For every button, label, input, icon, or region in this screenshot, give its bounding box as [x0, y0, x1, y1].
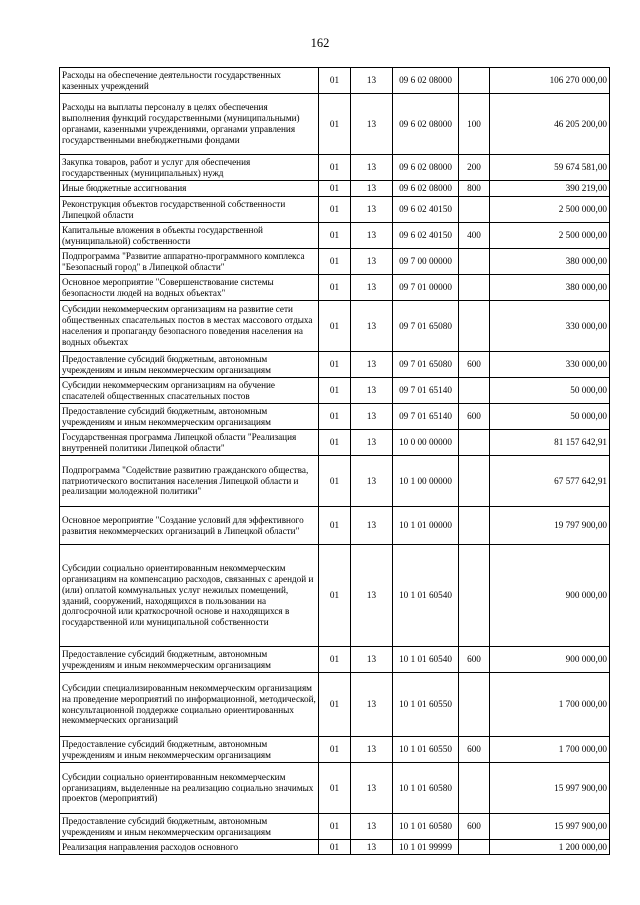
section-cell: 01: [319, 404, 351, 430]
expense-type-cell: 400: [459, 223, 490, 249]
table-row: [60, 430, 610, 456]
table-row: [60, 814, 610, 840]
table-row: [60, 301, 610, 352]
table-row: [60, 763, 610, 814]
subsection-cell: 13: [351, 181, 393, 197]
expense-type-cell: [459, 68, 490, 94]
section-cell: 01: [319, 275, 351, 301]
expense-name-cell: Расходы на выплаты персоналу в целях обеспечения выполнения функций государственными (муниципальными) органами, казенными учреждениями, органами управления государственными внебюджетными фондами: [60, 94, 319, 155]
amount-cell: 2 500 000,00: [490, 223, 610, 249]
subsection-cell: 13: [351, 249, 393, 275]
target-article-cell: 10 1 01 60550: [393, 673, 459, 737]
expense-type-cell: [459, 275, 490, 301]
section-cell: 01: [319, 814, 351, 840]
amount-cell: 330 000,00: [490, 352, 610, 378]
target-article-cell: 09 7 01 00000: [393, 275, 459, 301]
target-article-cell: 09 7 01 65140: [393, 378, 459, 404]
section-cell: 01: [319, 763, 351, 814]
expense-name-cell: Подпрограмма "Содействие развитию гражданского общества, патриотического воспитания населения Липецкой области и реализации молодежной политики": [60, 456, 319, 507]
section-cell: 01: [319, 155, 351, 181]
amount-cell: 2 500 000,00: [490, 197, 610, 223]
table-row: [60, 507, 610, 545]
expense-name-cell: Предоставление субсидий бюджетным, автономным учреждениям и иным некоммерческим организациям: [60, 647, 319, 673]
target-article-cell: 09 6 02 08000: [393, 94, 459, 155]
amount-cell: 900 000,00: [490, 647, 610, 673]
expense-type-cell: [459, 673, 490, 737]
subsection-cell: 13: [351, 378, 393, 404]
expense-name-cell: Предоставление субсидий бюджетным, автономным учреждениям и иным некоммерческим организациям: [60, 404, 319, 430]
table-row: [60, 155, 610, 181]
expense-name-cell: Субсидии социально ориентированным некоммерческим организациям на компенсацию расходов, связанных с арендой и (или) оплатой коммунальных услуг нежилых помещений, зданий, сооружений, находящихся в пользовании на долгосрочной или краткосрочной основе и находящихся в государственной или муниципальной собственности: [60, 545, 319, 647]
subsection-cell: 13: [351, 814, 393, 840]
target-article-cell: 09 7 01 65080: [393, 352, 459, 378]
expense-name-cell: Основное мероприятие "Создание условий для эффективного развития некоммерческих организаций в Липецкой области": [60, 507, 319, 545]
amount-cell: 67 577 642,91: [490, 456, 610, 507]
amount-cell: 46 205 200,00: [490, 94, 610, 155]
amount-cell: 1 700 000,00: [490, 737, 610, 763]
section-cell: 01: [319, 840, 351, 855]
target-article-cell: 09 7 01 65080: [393, 301, 459, 352]
subsection-cell: 13: [351, 94, 393, 155]
subsection-cell: 13: [351, 456, 393, 507]
section-cell: 01: [319, 456, 351, 507]
subsection-cell: 13: [351, 763, 393, 814]
expense-type-cell: [459, 545, 490, 647]
expense-type-cell: 600: [459, 647, 490, 673]
section-cell: 01: [319, 545, 351, 647]
table-row: [60, 181, 610, 197]
budget-table: [59, 67, 610, 855]
expense-name-cell: Предоставление субсидий бюджетным, автономным учреждениям и иным некоммерческим организациям: [60, 737, 319, 763]
expense-type-cell: [459, 840, 490, 855]
section-cell: 01: [319, 430, 351, 456]
expense-name-cell: Предоставление субсидий бюджетным, автономным учреждениям и иным некоммерческим организациям: [60, 352, 319, 378]
amount-cell: 330 000,00: [490, 301, 610, 352]
subsection-cell: 13: [351, 673, 393, 737]
table-row: [60, 197, 610, 223]
expense-name-cell: Государственная программа Липецкой области "Реализация внутренней политики Липецкой области": [60, 430, 319, 456]
target-article-cell: 09 6 02 40150: [393, 197, 459, 223]
amount-cell: 900 000,00: [490, 545, 610, 647]
amount-cell: 15 997 900,00: [490, 763, 610, 814]
table-row: [60, 647, 610, 673]
table-row: [60, 352, 610, 378]
table-row: [60, 275, 610, 301]
expense-type-cell: 600: [459, 404, 490, 430]
expense-name-cell: Субсидии специализированным некоммерческим организациям на проведение мероприятий по информационной, методической, консультационной поддержке социально ориентированных некоммерческих организаций: [60, 673, 319, 737]
table-row: [60, 456, 610, 507]
expense-name-cell: Реконструкция объектов государственной собственности Липецкой области: [60, 197, 319, 223]
subsection-cell: 13: [351, 737, 393, 763]
expense-name-cell: Иные бюджетные ассигнования: [60, 181, 319, 197]
expense-name-cell: Субсидии некоммерческим организациям на обучение спасателей общественных спасательных постов: [60, 378, 319, 404]
table-row: [60, 223, 610, 249]
section-cell: 01: [319, 378, 351, 404]
table-row: [60, 545, 610, 647]
subsection-cell: 13: [351, 275, 393, 301]
target-article-cell: 10 1 01 99999: [393, 840, 459, 855]
expense-type-cell: 100: [459, 94, 490, 155]
amount-cell: 50 000,00: [490, 378, 610, 404]
amount-cell: 380 000,00: [490, 249, 610, 275]
table-row: [60, 94, 610, 155]
expense-type-cell: 600: [459, 814, 490, 840]
section-cell: 01: [319, 507, 351, 545]
section-cell: 01: [319, 94, 351, 155]
subsection-cell: 13: [351, 430, 393, 456]
target-article-cell: 09 6 02 08000: [393, 155, 459, 181]
subsection-cell: 13: [351, 647, 393, 673]
expense-type-cell: [459, 301, 490, 352]
target-article-cell: 09 7 01 65140: [393, 404, 459, 430]
expense-type-cell: [459, 430, 490, 456]
subsection-cell: 13: [351, 68, 393, 94]
table-row: [60, 840, 610, 855]
amount-cell: 1 200 000,00: [490, 840, 610, 855]
table-row: [60, 404, 610, 430]
expense-type-cell: 600: [459, 352, 490, 378]
expense-name-cell: Основное мероприятие "Совершенствование системы безопасности людей на водных объектах": [60, 275, 319, 301]
expense-type-cell: 600: [459, 737, 490, 763]
section-cell: 01: [319, 68, 351, 94]
amount-cell: 15 997 900,00: [490, 814, 610, 840]
subsection-cell: 13: [351, 301, 393, 352]
target-article-cell: 10 1 01 60550: [393, 737, 459, 763]
target-article-cell: 10 1 01 60580: [393, 763, 459, 814]
subsection-cell: 13: [351, 352, 393, 378]
section-cell: 01: [319, 673, 351, 737]
target-article-cell: 09 7 00 00000: [393, 249, 459, 275]
expense-name-cell: Капитальные вложения в объекты государственной (муниципальной) собственности: [60, 223, 319, 249]
section-cell: 01: [319, 647, 351, 673]
subsection-cell: 13: [351, 155, 393, 181]
amount-cell: 1 700 000,00: [490, 673, 610, 737]
target-article-cell: 10 1 01 60540: [393, 545, 459, 647]
expense-type-cell: [459, 763, 490, 814]
expense-name-cell: Расходы на обеспечение деятельности государственных казенных учреждений: [60, 68, 319, 94]
amount-cell: 59 674 581,00: [490, 155, 610, 181]
section-cell: 01: [319, 301, 351, 352]
section-cell: 01: [319, 223, 351, 249]
expense-name-cell: Субсидии социально ориентированным некоммерческим организациям, выделенные на реализацию социально значимых проектов (мероприятий): [60, 763, 319, 814]
target-article-cell: 10 1 01 60580: [393, 814, 459, 840]
target-article-cell: 10 0 00 00000: [393, 430, 459, 456]
target-article-cell: 09 6 02 40150: [393, 223, 459, 249]
section-cell: 01: [319, 197, 351, 223]
amount-cell: 19 797 900,00: [490, 507, 610, 545]
table-row: [60, 378, 610, 404]
section-cell: 01: [319, 181, 351, 197]
expense-type-cell: [459, 456, 490, 507]
section-cell: 01: [319, 737, 351, 763]
expense-type-cell: [459, 507, 490, 545]
subsection-cell: 13: [351, 840, 393, 855]
expense-name-cell: Закупка товаров, работ и услуг для обеспечения государственных (муниципальных) нужд: [60, 155, 319, 181]
expense-type-cell: [459, 197, 490, 223]
amount-cell: 106 270 000,00: [490, 68, 610, 94]
subsection-cell: 13: [351, 223, 393, 249]
table-row: [60, 737, 610, 763]
expense-name-cell: Подпрограмма "Развитие аппаратно-программного комплекса "Безопасный город" в Липецкой области": [60, 249, 319, 275]
target-article-cell: 09 6 02 08000: [393, 68, 459, 94]
section-cell: 01: [319, 249, 351, 275]
subsection-cell: 13: [351, 507, 393, 545]
amount-cell: 81 157 642,91: [490, 430, 610, 456]
expense-type-cell: [459, 378, 490, 404]
expense-name-cell: Субсидии некоммерческим организациям на развитие сети общественных спасательных постов в местах массового отдыха населения и пропаганду безопасного поведения населения на водных объектах: [60, 301, 319, 352]
expense-type-cell: [459, 249, 490, 275]
expense-type-cell: 200: [459, 155, 490, 181]
subsection-cell: 13: [351, 545, 393, 647]
amount-cell: 390 219,00: [490, 181, 610, 197]
table-row: [60, 249, 610, 275]
target-article-cell: 10 1 01 60540: [393, 647, 459, 673]
expense-type-cell: 800: [459, 181, 490, 197]
expense-name-cell: Реализация направления расходов основного: [60, 840, 319, 855]
table-row: [60, 68, 610, 94]
subsection-cell: 13: [351, 197, 393, 223]
page-number: 162: [310, 36, 330, 50]
subsection-cell: 13: [351, 404, 393, 430]
expense-name-cell: Предоставление субсидий бюджетным, автономным учреждениям и иным некоммерческим организациям: [60, 814, 319, 840]
target-article-cell: 10 1 00 00000: [393, 456, 459, 507]
amount-cell: 380 000,00: [490, 275, 610, 301]
target-article-cell: 09 6 02 08000: [393, 181, 459, 197]
section-cell: 01: [319, 352, 351, 378]
amount-cell: 50 000,00: [490, 404, 610, 430]
target-article-cell: 10 1 01 00000: [393, 507, 459, 545]
table-row: [60, 673, 610, 737]
